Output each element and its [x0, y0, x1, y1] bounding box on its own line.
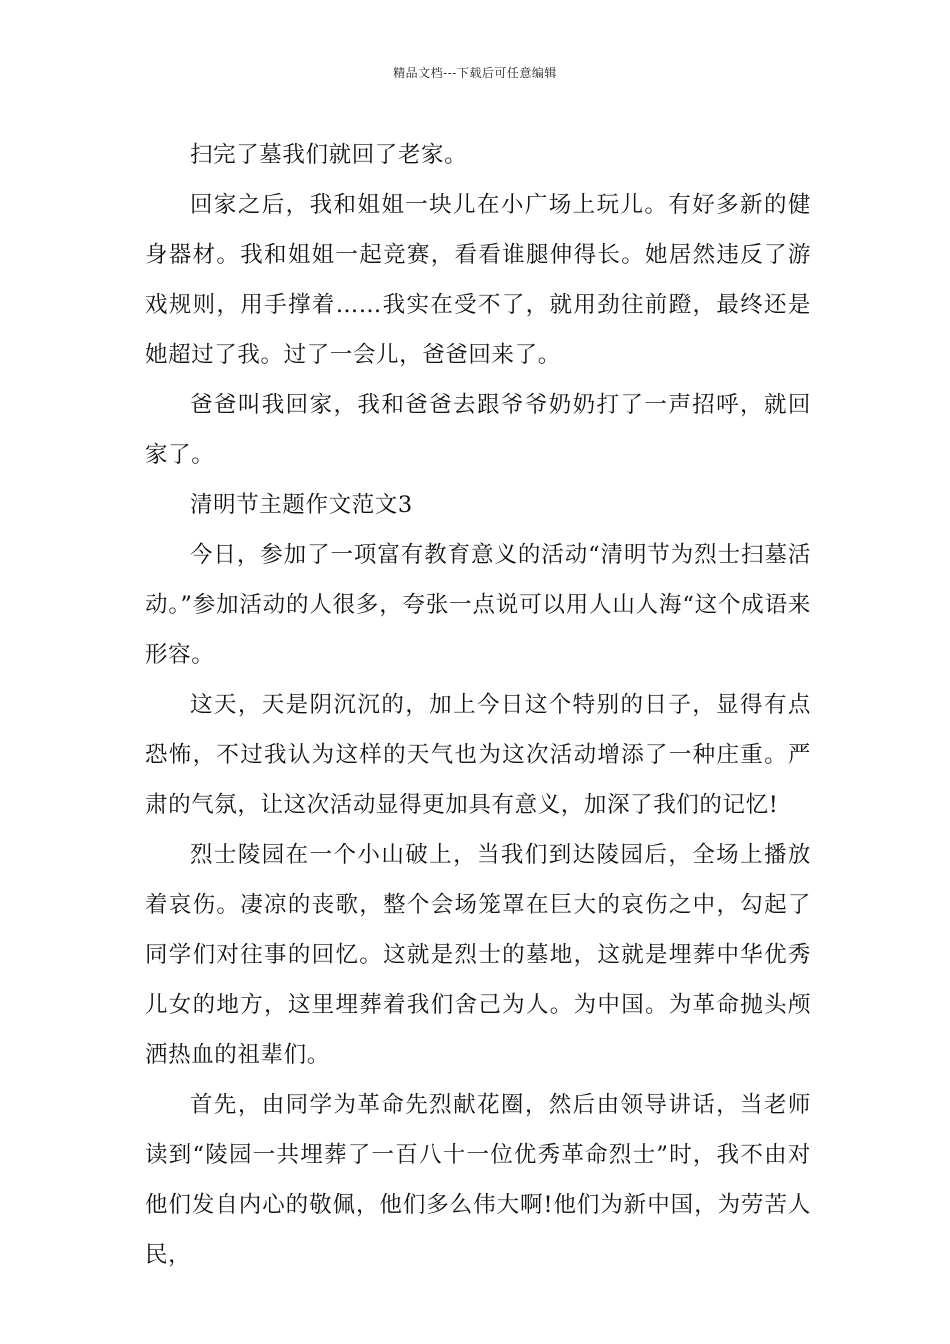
page-header: 精品文档---下载后可任意编辑	[393, 66, 557, 80]
paragraph: 回家之后，我和姐姐一块儿在小广场上玩儿。有好多新的健身器材。我和姐姐一起竞赛，看看谁腿伸得长。她居然违反了游戏规则，用手撑着……我实在受不了，就用劲往前蹬，最终还是她超过了我。过了一会儿，爸爸回来了。	[145, 192, 811, 368]
paragraph: 首先，由同学为革命先烈献花圈，然后由领导讲话，当老师读到“陵园一共埋葬了一百八十一位优秀革命烈士”时，我不由对他们发自内心的敬佩，他们多么伟大啊!他们为新中国，为劳苦人民，	[145, 1092, 811, 1268]
paragraph: 这天，天是阴沉沉的，加上今日这个特别的日子，显得有点恐怖，不过我认为这样的天气也为这次活动增添了一种庄重。严肃的气氛，让这次活动显得更加具有意义，加深了我们的记忆!	[145, 692, 811, 818]
section-heading: 清明节主题作文范文3	[190, 492, 413, 518]
paragraph: 今日，参加了一项富有教育意义的活动“清明节为烈士扫墓活动。”参加活动的人很多，夸张一点说可以用人山人海“这个成语来形容。	[145, 542, 811, 668]
paragraph: 扫完了墓我们就回了老家。	[190, 142, 468, 168]
paragraph: 爸爸叫我回家，我和爸爸去跟爷爷奶奶打了一声招呼，就回家了。	[145, 392, 811, 468]
document-body	[145, 130, 811, 1280]
paragraph: 烈士陵园在一个小山破上，当我们到达陵园后，全场上播放着哀伤。凄凉的丧歌，整个会场笼罩在巨大的哀伤之中，勾起了同学们对往事的回忆。这就是烈士的墓地，这就是埋葬中华优秀儿女的地方，这里埋葬着我们舍己为人。为中国。为革命抛头颅洒热血的祖辈们。	[145, 842, 811, 1068]
